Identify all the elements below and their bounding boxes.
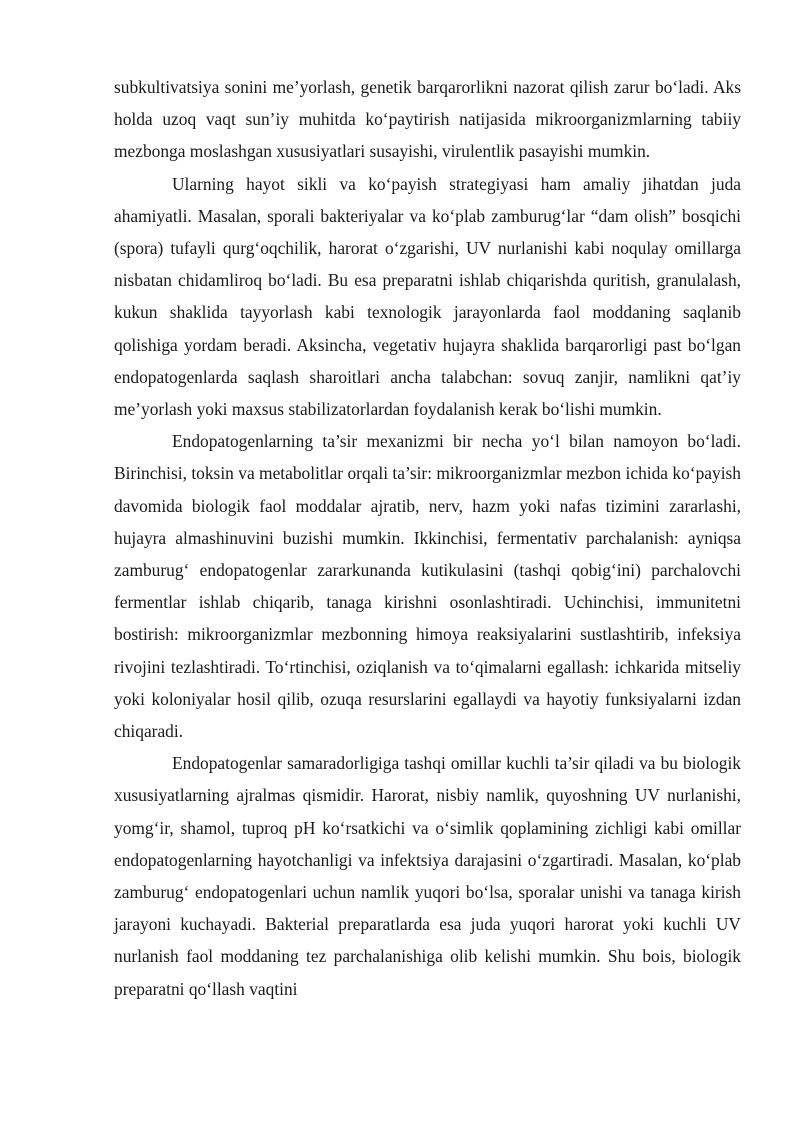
paragraph-4: Endopatogenlar samaradorligiga tashqi omillar kuchli ta’sir qiladi va bu biologik xususiyatlarning ajralmas qismidir. Harorat, nisbiy namlik, quyoshning UV nurlanishi, yomg‘ir, shamol, tuproq pH ko‘rsatkichi va o‘simlik qoplamining zichligi kabi omillar endopatogenlarning hayotchanligi va infektsiya darajasini o‘zgartiradi. Masalan, ko‘plab zamburug‘ endopatogenlari uchun namlik yuqori bo‘lsa, sporalar unishi va tanaga kirish jarayoni kuchayadi. Bakterial preparatlarda esa juda yuqori harorat yoki kuchli UV nurlanish faol moddaning tez parchalanishiga olib kelishi mumkin. Shu bois, biologik preparatni qo‘llash vaqtini [114,753,741,999]
paragraph-1: subkultivatsiya sonini me’yorlash, genetik barqarorlikni nazorat qilish zarur bo‘ladi. Aks holda uzoq vaqt sun’iy muhitda ko‘paytirish natijasida mikroorganizmlarning tabiiy mezbonga moslashgan xususiyatlari susayishi, virulentlik pasayishi mumkin. [114,77,741,162]
paragraph-2: Ularning hayot sikli va ko‘payish strategiyasi ham amaliy jihatdan juda ahamiyatli. Masalan, sporali bakteriyalar va ko‘plab zamburug‘lar “dam olish” bosqichi (spora) tufayli qurg‘oqchilik, harorat o‘zgarishi, UV nurlanishi kabi noqulay omillarga nisbatan chidamliroq bo‘ladi. Bu esa preparatni ishlab chiqarishda quritish, granulalash, kukun shaklida tayyorlash kabi texnologik jarayonlarda faol moddaning saqlanib qolishiga yordam beradi. Aksincha, vegetativ hujayra shaklida barqarorligi past bo‘lgan endopatogenlarda saqlash sharoitlari ancha talabchan: sovuq zanjir, namlikni qat’iy me’yorlash yoki maxsus stabilizatorlardan foydalanish kerak bo‘lishi mumkin. [114,173,741,420]
document-body [114,71,741,1005]
paragraph-3: Endopatogenlarning ta’sir mexanizmi bir necha yo‘l bilan namoyon bo‘ladi. Birinchisi, toksin va metabolitlar orqali ta’sir: mikroorganizmlar mezbon ichida ko‘payish davomida biologik faol moddalar ajratib, nerv, hazm yoki nafas tizimini zararlashi, hujayra almashinuvini buzishi mumkin. Ikkinchisi, fermentativ parchalanish: ayniqsa zamburug‘ endopatogenlar zararkunanda kutikulasini (tashqi qobig‘ini) parchalovchi fermentlar ishlab chiqarib, tanaga kirishni osonlashtiradi. Uchinchisi, immunitetni bostirish: mikroorganizmlar mezbonning himoya reaksiyalarini sustlashtirib, infeksiya rivojini tezlashtiradi. To‘rtinchisi, oziqlanish va to‘qimalarni egallash: ichkarida mitseliy yoki koloniyalar hosil qilib, ozuqa resurslarini egallaydi va hayotiy funksiyalarni izdan chiqaradi. [114,431,741,742]
